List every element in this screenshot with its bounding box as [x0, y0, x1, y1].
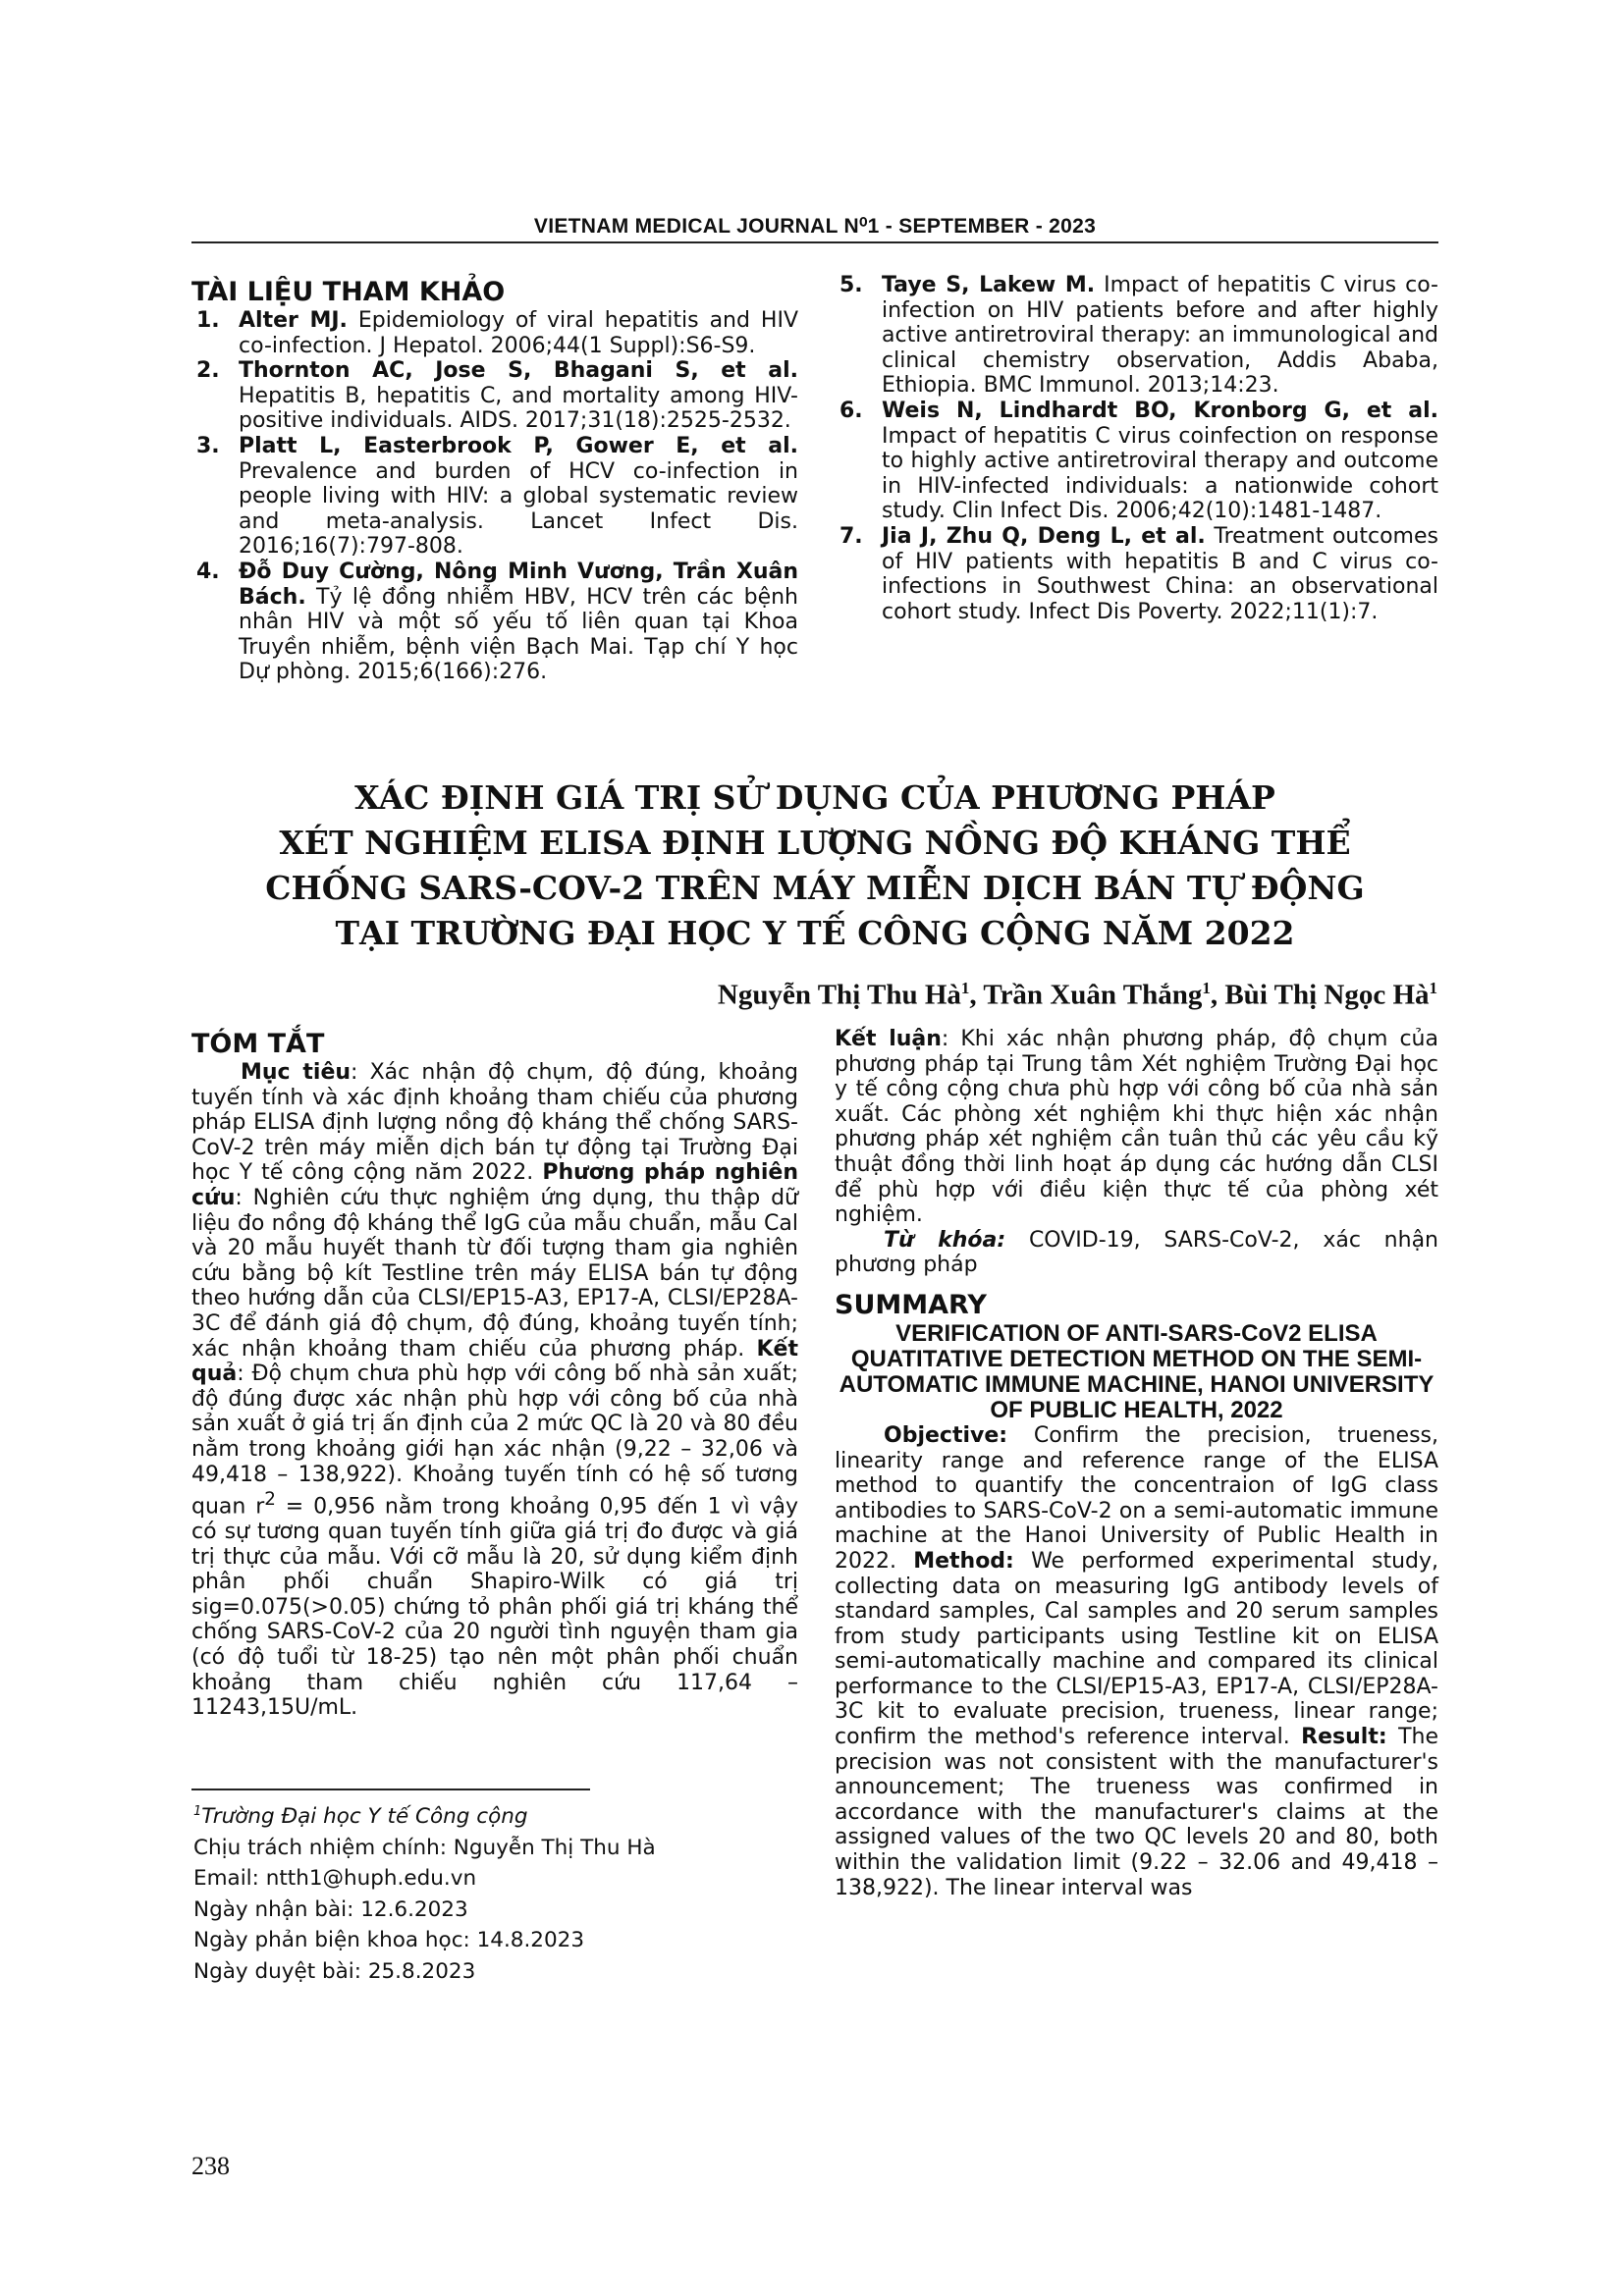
reference-item [191, 560, 798, 685]
objective-label: Mục tiêu [241, 1060, 352, 1085]
author-list [718, 972, 1437, 1012]
reference-text: Treatment outcomes of HIV patients with hepatitis B and C virus co-infections in Southwest China: an observational cohort study. Infect Dis Poverty. 2022;11(1):7. [882, 523, 1438, 624]
reference-number: 1. [196, 308, 220, 333]
method-text: : Nghiên cứu thực nghiệm ứng dụng, thu thập dữ liệu đo nồng độ kháng thể IgG của mẫu chuẩn, mẫu Cal và 20 mẫu huyết thanh từ đối tượng tham gia nghiên cứu bằng bộ kít Testline trên máy ELISA bán tự động theo hướng dẫn của CLSI/EP15-A3, EP17-A, CLSI/EP28A-3C để đánh giá độ chụm, độ đúng, khoảng tuyến tính; xác nhận khoảng tham chiếu của phương pháp. [191, 1185, 798, 1362]
title-line: XÉT NGHIỆM ELISA ĐỊNH LƯỢNG NỒNG ĐỘ KHÁNG THỂ [279, 824, 1351, 862]
reference-authors: Đỗ Duy Cường, Nông Minh Vương, Trần Xuân Bách. [239, 559, 798, 610]
title-line: TẠI TRƯỜNG ĐẠI HỌC Y TẾ CÔNG CỘNG NĂM 2022 [335, 914, 1295, 952]
method-label: Phương pháp nghiên cứu [191, 1160, 798, 1210]
conclusion-paragraph [835, 1027, 1438, 1228]
reference-authors: Taye S, Lakew M. [882, 273, 1096, 297]
reference-text: Epidemiology of viral hepatitis and HIV co-infection. J Hepatol. 2006;44(1 Suppl):S6-S9. [239, 308, 798, 358]
author-separator: , [1210, 979, 1225, 1011]
author-name: Trần Xuân Thắng [983, 979, 1203, 1011]
author-name: Nguyễn Thị Thu Hà [717, 979, 961, 1011]
conclusion-label: Kết luận [835, 1027, 942, 1051]
reference-authors: Platt L, Easterbrook P, Gower E, et al. [239, 433, 798, 458]
result-text-cont: = 0,956 nằm trong khoảng 0,95 đến 1 vì vậy có sự tương quan tuyến tính giữa giá trị đo được và giá trị thực của mẫu. Với cỡ mẫu là 20, sử dụng kiểm định phân phối chuẩn Shapiro-Wilk có giá trị sig=0.075(>0.05) chứng tỏ phân phối giá trị kháng thể chống SARS-CoV-2 của 20 người tình nguyện tham gia (có độ tuổi từ 18-25) tạo nên một phân phối chuẩn khoảng tham chiếu nghiên cứu 117,64 – 11243,15U/mL. [191, 1494, 798, 1721]
email-line: Email: ntth1@huph.edu.vn [193, 1866, 477, 1892]
affiliation-mark: 1 [193, 1804, 202, 1819]
summary-title: VERIFICATION OF ANTI-SARS-CoV2 ELISA QUATITATIVE DETECTION METHOD ON THE SEMI-AUTOMATIC IMMUNE MACHINE, HANOI UNIVERSITY OF PUBLIC HEALTH, 2022 [839, 1319, 1435, 1423]
affiliation-footnote [193, 1796, 783, 1833]
reference-number: 6. [839, 398, 863, 423]
summary-paragraph [835, 1423, 1438, 1900]
abstract-paragraph [191, 1060, 798, 1721]
summary-method-label: Method: [913, 1548, 1014, 1574]
affiliation-text: Trường Đại học Y tế Công cộng [201, 1804, 528, 1830]
article-title [191, 775, 1438, 956]
abstract-right-column [835, 1027, 1438, 1900]
reference-number: 3. [196, 433, 220, 458]
reference-text: Prevalence and burden of HCV co-infection in people living with HIV: a global systematic review and meta-analysis. Lancet Infect Dis. 2016;16(7):797-808. [239, 458, 798, 560]
summary-result-text: The precision was not consistent with the manufacturer's announcement; The trueness was confirmed in accordance with the manufacturer's claims at the assigned values of the two QC levels 20 and 80, both within the validation limit (9.22 – 32.06 and 49,418 – 138,922). The linear interval was [835, 1725, 1438, 1900]
reference-text: Tỷ lệ đồng nhiễm HBV, HCV trên các bệnh nhân HIV và một số yếu tố liên quan tại Khoa Truyền nhiễm, bệnh viện Bạch Mai. Tạp chí Y học Dự phòng. 2015;6(166):276. [239, 584, 798, 685]
title-line: XÁC ĐỊNH GIÁ TRỊ SỬ DỤNG CỦA PHƯƠNG PHÁP [354, 778, 1275, 817]
reference-list-right [835, 273, 1438, 624]
reference-text: Hepatitis B, hepatitis C, and mortality among HIV-positive individuals. AIDS. 2017;31(18):2525-2532. [239, 383, 798, 434]
title-line: CHỐNG SARS-COV-2 TRÊN MÁY MIỄN DỊCH BÁN TỰ ĐỘNG [265, 869, 1365, 907]
keywords-label: Từ khóa: [884, 1227, 1006, 1253]
reference-authors: Alter MJ. [239, 308, 348, 333]
references-right-column [835, 273, 1438, 624]
footnote-divider [191, 1789, 590, 1790]
references-left-column [191, 277, 798, 685]
review-date: Ngày phản biện khoa học: 14.8.2023 [193, 1928, 585, 1953]
author-affiliation-mark: 1 [1202, 979, 1211, 997]
result-text: : Độ chụm chưa phù hợp với công bố nhà sản xuất; độ đúng được xác nhận phù hợp với công bố của nhà sản xuất ở giá trị ấn định của 2 mức QC là 20 và 80 đều nằm trong khoảng giới hạn xác nhận (9,22 – 32,06 và 49,418 – 138,922). Khoảng tuyến tính có hệ số tương quan r [191, 1362, 798, 1520]
author-affiliation-mark: 1 [960, 979, 970, 997]
reference-authors: Jia J, Zhu Q, Deng L, et al. [882, 523, 1206, 549]
reference-item [191, 308, 798, 358]
reference-number: 5. [839, 273, 863, 297]
summary-heading: SUMMARY [835, 1289, 987, 1320]
reference-item [835, 524, 1438, 624]
reference-number: 7. [839, 523, 863, 549]
journal-header: VIETNAM MEDICAL JOURNAL N⁰1 - SEPTEMBER - 2023 [533, 215, 1097, 238]
reference-item [835, 273, 1438, 399]
reference-list-left [191, 308, 798, 685]
author-separator: , [969, 979, 984, 1011]
reference-authors: Weis N, Lindhardt BO, Kronborg G, et al. [882, 398, 1438, 423]
objective-text: : Xác nhận độ chụm, độ đúng, khoảng tuyến tính và xác định khoảng tham chiếu của phương pháp ELISA định lượng nồng độ kháng thể chống SARS-CoV-2 trên máy miễn dịch bán tự động tại Trường Đại học Y tế công cộng năm 2022. [191, 1060, 798, 1186]
keywords-text: COVID-19, SARS-CoV-2, xác nhận phương pháp [835, 1227, 1438, 1278]
responsible-author: Chịu trách nhiệm chính: Nguyễn Thị Thu Hà [193, 1835, 656, 1860]
abstract-heading: TÓM TẮT [191, 1029, 325, 1059]
reference-number: 4. [196, 559, 220, 584]
accepted-date: Ngày duyệt bài: 25.8.2023 [193, 1958, 476, 1984]
summary-method-text: We performed experimental study, collecting data on measuring IgG antibody levels of standard samples, Cal samples and 20 serum samples from study participants using Testline kit on ELISA semi-automatically machine and compared its clinical performance to the CLSI/EP15-A3, EP17-A, CLSI/EP28A-3C kit to evaluate precision, trueness, linear range; confirm the method's reference interval. [835, 1548, 1438, 1750]
reference-text: Impact of hepatitis C virus co-infection on HIV patients before and after highly active antiretroviral therapy: an immunological and clinical chemistry observation, Addis Ababa, Ethiopia. BMC Immunol. 2013;14:23. [882, 273, 1438, 399]
author-name: Bùi Thị Ngọc Hà [1224, 979, 1430, 1011]
summary-result-label: Result: [1301, 1725, 1387, 1750]
reference-item [191, 358, 798, 434]
result-label: Kết quả [191, 1336, 798, 1387]
page-number: 238 [191, 2152, 230, 2180]
summary-objective-text: Confirm the precision, trueness, linearity range and reference range of the ELISA method to quantify the concentraion of IgG class antibodies to SARS-CoV-2 on a semi-automatic immune machine at the Hanoi University of Public Health in 2022. [835, 1422, 1438, 1574]
r-squared-sup: 2 [264, 1489, 276, 1511]
header-divider [191, 241, 1438, 243]
abstract-vi-left [191, 1029, 798, 1721]
conclusion-text: : Khi xác nhận phương pháp, độ chụm của phương pháp tại Trung tâm Xét nghiệm Trường Đại học y tế công cộng chưa phù hợp với công bố của nhà sản xuất. Các phòng xét nghiệm khi thực hiện xác nhận phương pháp xét nghiệm cần tuân thủ các yêu cầu kỹ thuật đồng thời linh hoạt áp dụng các hướng dẫn CLSI để phù hợp với điều kiện thực tế của phòng xét nghiệm. [835, 1027, 1438, 1228]
reference-text: Impact of hepatitis C virus coinfection on response to highly active antiretroviral therapy and outcome in HIV-infected individuals: a nationwide cohort study. Clin Infect Dis. 2006;42(10):1481-1487. [882, 423, 1438, 524]
summary-objective-label: Objective: [884, 1422, 1008, 1448]
reference-authors: Thornton AC, Jose S, Bhagani S, et al. [239, 358, 798, 384]
author-affiliation-mark: 1 [1429, 979, 1437, 997]
footnote-block [193, 1796, 783, 1987]
keywords-paragraph [835, 1228, 1438, 1278]
reference-number: 2. [196, 358, 220, 384]
references-heading: TÀI LIỆU THAM KHẢO [191, 277, 506, 307]
reference-item [835, 399, 1438, 524]
reference-item [191, 434, 798, 560]
received-date: Ngày nhận bài: 12.6.2023 [193, 1896, 468, 1922]
